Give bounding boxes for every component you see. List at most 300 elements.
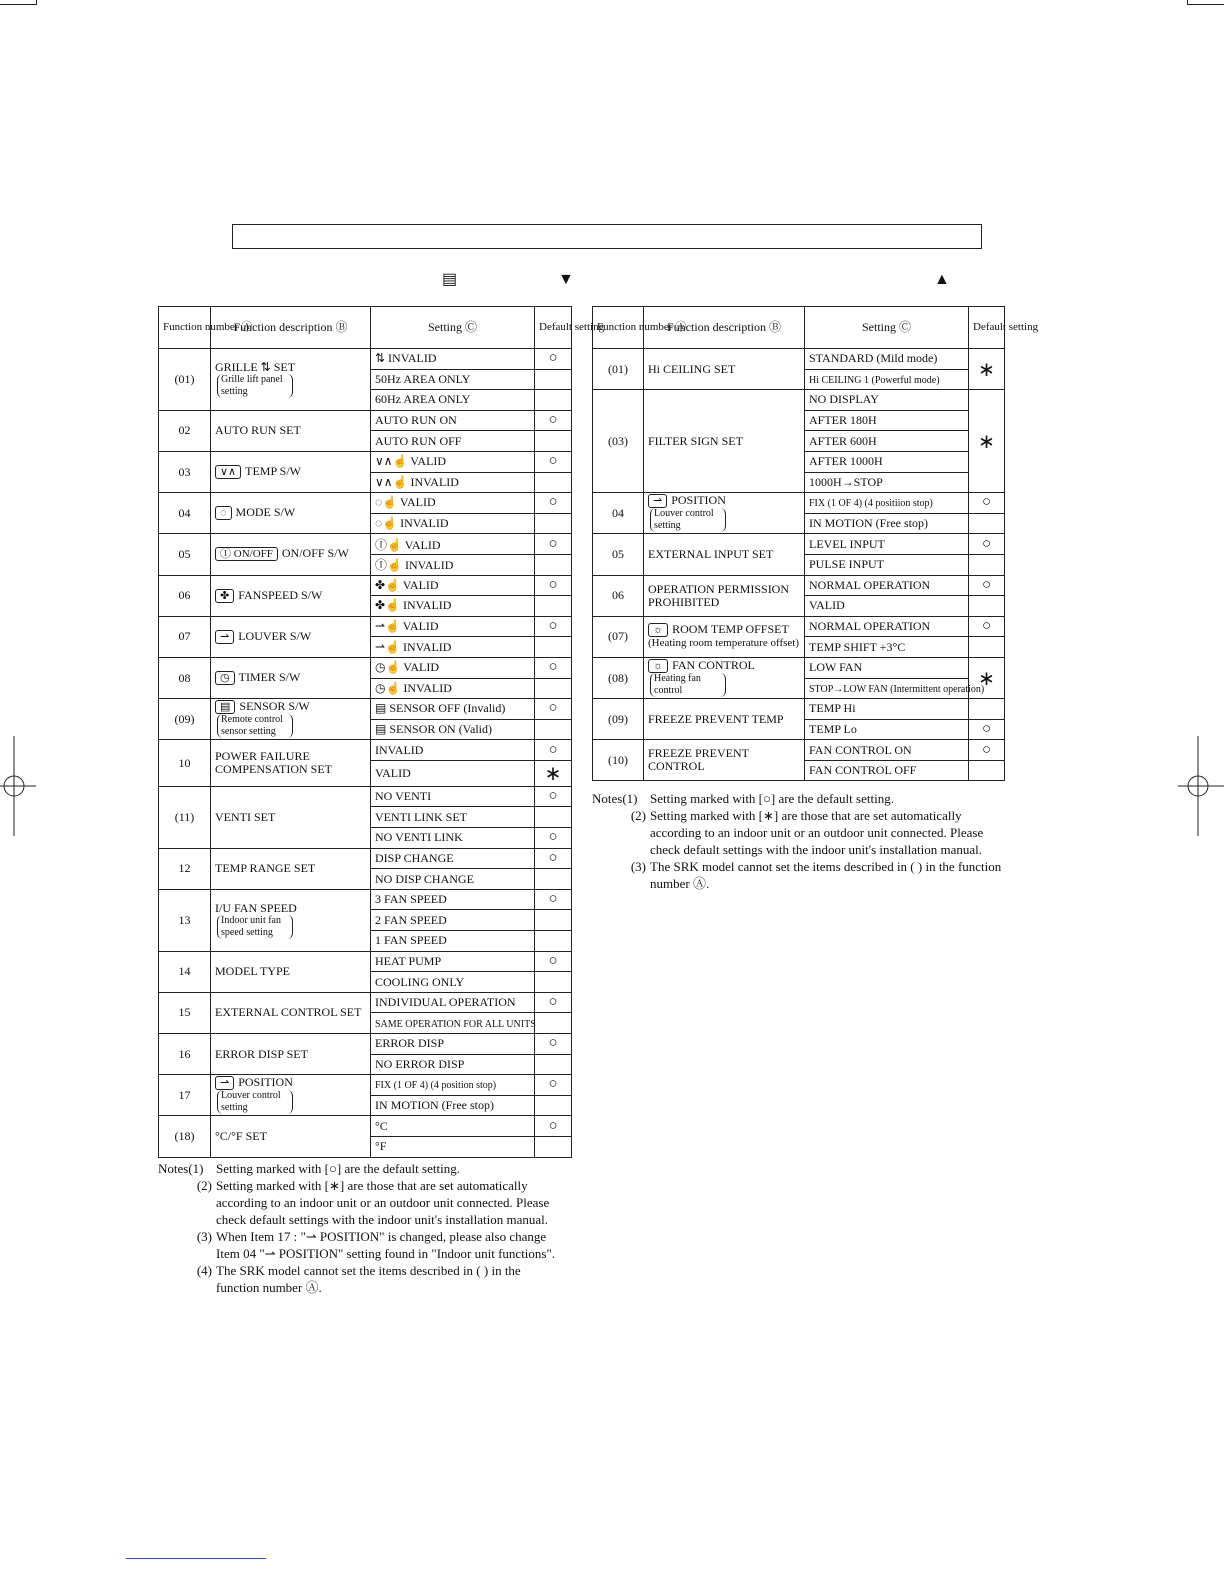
function-description xyxy=(211,848,371,889)
setting-icon: ⇀☝ xyxy=(375,639,403,654)
function-note: Grille lift panel setting xyxy=(217,374,293,398)
default-mark xyxy=(535,678,572,699)
setting-label: NO DISPLAY xyxy=(809,392,879,407)
setting-option xyxy=(805,596,969,617)
function-icon: ∨∧ xyxy=(215,465,241,479)
setting-option xyxy=(805,493,969,514)
header-setting: Setting Ⓒ xyxy=(805,307,969,349)
setting-label: NO VENTI xyxy=(375,789,432,804)
setting-label: 3 FAN SPEED xyxy=(375,892,447,907)
nav-icon-row xyxy=(0,270,1224,290)
table-row xyxy=(159,616,572,637)
table-row xyxy=(159,575,572,596)
table-row xyxy=(159,740,572,761)
table-row xyxy=(593,493,1005,514)
table-row xyxy=(159,1116,572,1137)
note-text: Setting marked with [∗] are those that are set automatically according to an indoor unit or an outdoor unit connected. Please check default settings with the indoor unit's installation manual. xyxy=(650,808,984,857)
setting-option xyxy=(371,1034,535,1055)
setting-option xyxy=(371,719,535,740)
function-number: 08 xyxy=(159,657,211,698)
function-number: 07 xyxy=(159,616,211,657)
note-item xyxy=(592,807,1004,858)
function-label: EXTERNAL INPUT SET xyxy=(648,546,774,561)
setting-option xyxy=(805,472,969,493)
default-mark: ○ xyxy=(969,719,1005,740)
setting-option xyxy=(371,431,535,452)
down-arrow-icon: ▼ xyxy=(558,271,574,288)
table-row xyxy=(159,534,572,555)
default-mark: ∗ xyxy=(969,390,1005,493)
setting-icon: ▤ xyxy=(375,701,390,716)
setting-label: VALID xyxy=(404,537,441,552)
function-note: Indoor unit fan speed setting xyxy=(217,915,293,939)
function-icon: ◌ xyxy=(215,506,232,520)
setting-option xyxy=(805,534,969,555)
table-row xyxy=(159,493,572,514)
function-label: ROOM TEMP OFFSET xyxy=(672,622,789,637)
function-label: MODEL TYPE xyxy=(215,964,290,979)
note-number: (3) xyxy=(630,859,646,874)
registration-mark-left xyxy=(0,736,36,836)
table-row xyxy=(159,1034,572,1055)
header-function-description: Function description Ⓑ xyxy=(211,307,371,349)
setting-option xyxy=(805,349,969,370)
setting-option xyxy=(371,1116,535,1137)
table-header-row xyxy=(593,307,1005,349)
setting-option xyxy=(371,369,535,390)
function-icon: Ⓘ ON/OFF xyxy=(215,547,278,561)
setting-icon: ∨∧☝ xyxy=(375,454,411,469)
default-mark: ○ xyxy=(535,1075,572,1096)
note-number: (2) xyxy=(630,808,646,823)
function-number: 12 xyxy=(159,848,211,889)
setting-option xyxy=(805,657,969,678)
default-mark: ○ xyxy=(535,575,572,596)
function-description xyxy=(211,740,371,787)
setting-label: FIX (1 OF 4) (4 position stop) xyxy=(375,1080,497,1092)
setting-label: LEVEL INPUT xyxy=(809,536,885,551)
setting-option xyxy=(371,349,535,370)
function-subdescription: (Heating room temperature offset) xyxy=(648,637,799,650)
function-number: 04 xyxy=(593,493,644,534)
setting-label: INVALID xyxy=(403,598,452,613)
table-row xyxy=(159,410,572,431)
setting-label: TEMP Hi xyxy=(809,701,856,716)
setting-option xyxy=(371,390,535,411)
setting-option xyxy=(371,493,535,514)
setting-option xyxy=(371,534,535,555)
setting-label: LOW FAN xyxy=(809,660,863,675)
function-label: FREEZE PREVENT TEMP xyxy=(648,711,784,726)
setting-option xyxy=(805,431,969,452)
function-label: TEMP RANGE SET xyxy=(215,861,316,876)
footer-rule xyxy=(126,1558,266,1559)
default-mark: ○ xyxy=(969,616,1005,637)
function-label: VENTI SET xyxy=(215,809,276,824)
setting-label: INVALID xyxy=(404,558,454,573)
note-item xyxy=(592,790,1004,807)
setting-label: FAN CONTROL OFF xyxy=(809,763,917,778)
note-item xyxy=(158,1160,558,1177)
function-number: (01) xyxy=(593,349,644,390)
setting-option xyxy=(805,513,969,534)
table-row xyxy=(159,889,572,910)
default-mark: ○ xyxy=(535,951,572,972)
crop-mark-top-left xyxy=(0,0,37,5)
setting-label: 1000H→STOP xyxy=(809,474,883,489)
setting-label: COOLING ONLY xyxy=(375,974,465,989)
setting-label: °F xyxy=(375,1139,387,1154)
function-description xyxy=(211,1034,371,1075)
setting-label: FAN CONTROL ON xyxy=(809,742,912,757)
setting-option xyxy=(371,848,535,869)
setting-label: INVALID xyxy=(403,639,452,654)
setting-label: VALID xyxy=(399,495,436,510)
function-label: FAN CONTROL xyxy=(672,658,755,672)
function-number: (09) xyxy=(593,699,644,740)
setting-icon: ◌☝ xyxy=(375,495,400,510)
default-mark xyxy=(535,554,572,575)
function-icon: ☼ xyxy=(648,623,668,637)
table-row xyxy=(593,349,1005,370)
function-icon: ⇀ xyxy=(648,494,667,508)
header-function-number: Function number Ⓐ xyxy=(159,307,211,349)
note-number: (2) xyxy=(196,1178,212,1193)
function-description xyxy=(644,390,805,493)
table-row xyxy=(593,657,1005,678)
setting-option xyxy=(805,451,969,472)
crop-mark-top-right xyxy=(1187,0,1224,5)
default-mark: ○ xyxy=(969,740,1005,761)
setting-label: 2 FAN SPEED xyxy=(375,912,447,927)
default-mark: ○ xyxy=(535,828,572,849)
setting-option xyxy=(371,1075,535,1096)
function-description xyxy=(211,657,371,698)
setting-option xyxy=(371,740,535,761)
note-item xyxy=(592,858,1004,892)
function-label: Hi CEILING SET xyxy=(648,361,736,376)
setting-icon: ⇀☝ xyxy=(375,619,403,634)
setting-option xyxy=(805,369,969,390)
setting-label: PULSE INPUT xyxy=(809,557,885,572)
setting-option xyxy=(371,1054,535,1075)
title-banner-box xyxy=(232,224,982,249)
default-mark xyxy=(535,931,572,952)
function-description xyxy=(644,740,805,781)
setting-option xyxy=(371,807,535,828)
default-mark: ∗ xyxy=(969,349,1005,390)
function-number: 03 xyxy=(159,451,211,492)
function-icon: ⇀ xyxy=(215,630,234,644)
setting-label: VALID xyxy=(410,454,447,469)
function-description xyxy=(211,1116,371,1157)
setting-label: NORMAL OPERATION xyxy=(809,619,931,634)
function-description xyxy=(211,410,371,451)
setting-label: VENTI LINK SET xyxy=(375,809,467,824)
setting-option xyxy=(805,740,969,761)
setting-label: AFTER 180H xyxy=(809,413,877,428)
function-note: Louver control setting xyxy=(217,1090,293,1114)
setting-label: AUTO RUN OFF xyxy=(375,433,462,448)
table-row xyxy=(159,699,572,720)
function-label: OPERATION PERMISSION PROHIBITED xyxy=(648,581,790,609)
default-mark xyxy=(969,760,1005,781)
setting-label: 1 FAN SPEED xyxy=(375,933,447,948)
setting-option xyxy=(371,910,535,931)
indoor-functions-table xyxy=(158,306,605,1158)
header-function-description: Function description Ⓑ xyxy=(644,307,805,349)
default-mark xyxy=(535,910,572,931)
setting-label: Hi CEILING 1 (Powerful mode) xyxy=(809,374,940,386)
setting-option xyxy=(371,992,535,1013)
default-mark xyxy=(535,1054,572,1075)
header-setting: Setting Ⓒ xyxy=(371,307,535,349)
function-label: GRILLE ⇅ SET xyxy=(215,359,296,374)
function-label: ON/OFF S/W xyxy=(281,546,349,561)
function-description xyxy=(211,349,371,411)
up-arrow-icon: ▲ xyxy=(934,271,950,288)
setting-option xyxy=(371,951,535,972)
setting-label: IN MOTION (Free stop) xyxy=(375,1098,494,1113)
setting-label: TEMP Lo xyxy=(809,721,857,736)
setting-option xyxy=(371,575,535,596)
default-mark: ○ xyxy=(535,786,572,807)
function-number: (18) xyxy=(159,1116,211,1157)
default-mark: ○ xyxy=(969,534,1005,555)
default-mark xyxy=(535,431,572,452)
function-note: Heating fan control xyxy=(650,673,726,697)
setting-option xyxy=(371,596,535,617)
function-icon: ▤ xyxy=(215,700,235,714)
setting-label: FIX (1 OF 4) (4 positiion stop) xyxy=(809,498,933,510)
function-description xyxy=(644,534,805,575)
note-item xyxy=(158,1228,558,1262)
setting-option xyxy=(805,554,969,575)
function-number: 05 xyxy=(159,534,211,575)
default-mark: ○ xyxy=(535,616,572,637)
setting-label: SAME OPERATION FOR ALL UNITS xyxy=(375,1018,536,1030)
table-row xyxy=(159,992,572,1013)
setting-label: INVALID xyxy=(410,474,459,489)
function-description xyxy=(644,349,805,390)
setting-icon: ◷☝ xyxy=(375,680,404,695)
setting-label: NORMAL OPERATION xyxy=(809,577,931,592)
header-default-setting: Default setting xyxy=(535,307,572,349)
default-mark: ○ xyxy=(535,1034,572,1055)
setting-option xyxy=(371,657,535,678)
default-mark xyxy=(535,807,572,828)
setting-icon: ✤☝ xyxy=(375,577,403,592)
function-icon: ◷ xyxy=(215,671,235,685)
function-description xyxy=(211,575,371,616)
function-description xyxy=(211,786,371,848)
function-number: 04 xyxy=(159,493,211,534)
default-mark xyxy=(535,1136,572,1157)
function-number: (11) xyxy=(159,786,211,848)
note-text: The SRK model cannot set the items described in ( ) in the function number Ⓐ. xyxy=(650,859,1002,891)
note-text: The SRK model cannot set the items described in ( ) in the function number Ⓐ. xyxy=(216,1263,521,1295)
default-mark: ○ xyxy=(535,410,572,431)
setting-label: AFTER 1000H xyxy=(809,454,883,469)
note-item xyxy=(158,1177,558,1228)
setting-label: NO ERROR DISP xyxy=(375,1056,465,1071)
default-mark: ○ xyxy=(969,575,1005,596)
table-row xyxy=(159,786,572,807)
setting-option xyxy=(805,637,969,658)
default-mark xyxy=(535,1095,572,1116)
setting-option xyxy=(805,719,969,740)
default-mark: ∗ xyxy=(535,760,572,786)
right-notes xyxy=(592,790,1004,892)
function-label: TEMP S/W xyxy=(245,464,302,479)
setting-label: VALID xyxy=(809,598,845,613)
setting-option xyxy=(371,678,535,699)
default-mark: ∗ xyxy=(969,657,1005,698)
default-mark xyxy=(535,637,572,658)
function-number: 05 xyxy=(593,534,644,575)
setting-label: STANDARD (Mild mode) xyxy=(809,351,938,366)
function-icon: ☼ xyxy=(648,659,668,673)
table-row xyxy=(159,951,572,972)
function-number: (03) xyxy=(593,390,644,493)
default-mark: ○ xyxy=(535,451,572,472)
setting-option xyxy=(371,869,535,890)
setting-label: °C xyxy=(375,1118,388,1133)
function-label: AUTO RUN SET xyxy=(215,423,301,438)
table-row xyxy=(593,575,1005,596)
setting-label: VALID xyxy=(403,660,439,675)
setting-label: INDIVIDUAL OPERATION xyxy=(375,995,516,1010)
setting-label: 50Hz AREA ONLY xyxy=(375,371,471,386)
table-row xyxy=(593,390,1005,411)
setting-label: DISP CHANGE xyxy=(375,850,454,865)
note-text: When Item 17 : "⇀ POSITION" is changed, please also change Item 04 "⇀ POSITION" setting found in "Indoor unit functions". xyxy=(216,1229,556,1261)
function-description xyxy=(211,493,371,534)
setting-label: NO VENTI LINK xyxy=(375,830,463,845)
default-mark: ○ xyxy=(535,699,572,720)
setting-label: SENSOR OFF (Invalid) xyxy=(389,701,506,716)
note-number: Notes(1) xyxy=(158,1161,204,1176)
function-label: FILTER SIGN SET xyxy=(648,433,743,448)
setting-label: VALID xyxy=(375,765,411,780)
remote-functions-table xyxy=(592,306,1039,781)
function-number: (08) xyxy=(593,657,644,698)
default-mark xyxy=(535,972,572,993)
setting-option xyxy=(805,390,969,411)
function-label: ERROR DISP SET xyxy=(215,1046,308,1061)
note-number: (4) xyxy=(196,1263,212,1278)
function-label: FREEZE PREVENT CONTROL xyxy=(648,746,749,774)
remote-icon: ▤ xyxy=(442,271,458,288)
default-mark: ○ xyxy=(535,848,572,869)
function-number: 14 xyxy=(159,951,211,992)
table-row xyxy=(159,1075,572,1096)
default-mark xyxy=(969,554,1005,575)
function-description xyxy=(644,575,805,616)
function-description xyxy=(211,616,371,657)
function-number: (07) xyxy=(593,616,644,657)
setting-label: VALID xyxy=(402,577,439,592)
function-description xyxy=(211,1075,371,1116)
default-mark xyxy=(535,596,572,617)
default-mark xyxy=(969,699,1005,720)
setting-label: INVALID xyxy=(400,516,449,531)
setting-option xyxy=(371,889,535,910)
setting-option xyxy=(371,616,535,637)
default-mark xyxy=(535,869,572,890)
setting-label: INVALID xyxy=(403,680,452,695)
function-label: SENSOR S/W xyxy=(239,699,310,714)
function-label: FANSPEED S/W xyxy=(238,587,323,602)
function-icon: ⇀ xyxy=(215,1076,234,1090)
setting-icon: Ⓘ☝ xyxy=(375,537,405,552)
note-text: Setting marked with [○] are the default setting. xyxy=(650,791,894,806)
function-number: 06 xyxy=(593,575,644,616)
function-description xyxy=(644,493,805,534)
setting-label: SENSOR ON (Valid) xyxy=(389,721,493,736)
function-description xyxy=(211,534,371,575)
table-row xyxy=(159,848,572,869)
table-row xyxy=(159,349,572,370)
setting-option xyxy=(371,410,535,431)
table-row xyxy=(593,616,1005,637)
setting-option xyxy=(805,616,969,637)
function-number: 17 xyxy=(159,1075,211,1116)
setting-icon: ◷☝ xyxy=(375,660,404,675)
function-number: (10) xyxy=(593,740,644,781)
function-number: 06 xyxy=(159,575,211,616)
default-mark xyxy=(969,596,1005,617)
table-row xyxy=(593,699,1005,720)
setting-option xyxy=(371,554,535,575)
registration-mark-right xyxy=(1178,736,1224,836)
function-description xyxy=(644,616,805,657)
function-description xyxy=(211,951,371,992)
default-mark: ○ xyxy=(535,992,572,1013)
setting-option xyxy=(805,699,969,720)
default-mark xyxy=(969,637,1005,658)
function-label: POWER FAILURE COMPENSATION SET xyxy=(215,749,333,777)
function-label: °C/°F SET xyxy=(215,1128,267,1143)
default-mark: ○ xyxy=(535,493,572,514)
setting-option xyxy=(371,472,535,493)
setting-label: 60Hz AREA ONLY xyxy=(375,392,471,407)
note-item xyxy=(158,1262,558,1296)
setting-option xyxy=(805,678,985,699)
setting-label: HEAT PUMP xyxy=(375,953,442,968)
setting-label: IN MOTION (Free stop) xyxy=(809,516,928,531)
note-number: Notes(1) xyxy=(592,791,638,806)
note-text: Setting marked with [∗] are those that are set automatically according to an indoor unit or an outdoor unit connected. Please check default settings with the indoor unit's installation manual. xyxy=(216,1178,550,1227)
setting-option xyxy=(805,410,969,431)
setting-icon: ▤ xyxy=(375,721,390,736)
function-label: I/U FAN SPEED xyxy=(215,900,297,915)
setting-label: AUTO RUN ON xyxy=(375,413,457,428)
setting-label: AFTER 600H xyxy=(809,433,877,448)
table-row xyxy=(159,451,572,472)
function-description xyxy=(644,699,805,740)
setting-label: VALID xyxy=(402,619,439,634)
setting-option xyxy=(805,760,969,781)
default-mark xyxy=(969,513,1005,534)
function-description xyxy=(211,699,371,740)
setting-icon: ∨∧☝ xyxy=(375,474,411,489)
default-mark xyxy=(535,369,572,390)
default-mark: ○ xyxy=(535,349,572,370)
setting-label: ⇅ INVALID xyxy=(375,351,437,366)
header-default-setting: Default setting xyxy=(969,307,1005,349)
function-number: 16 xyxy=(159,1034,211,1075)
